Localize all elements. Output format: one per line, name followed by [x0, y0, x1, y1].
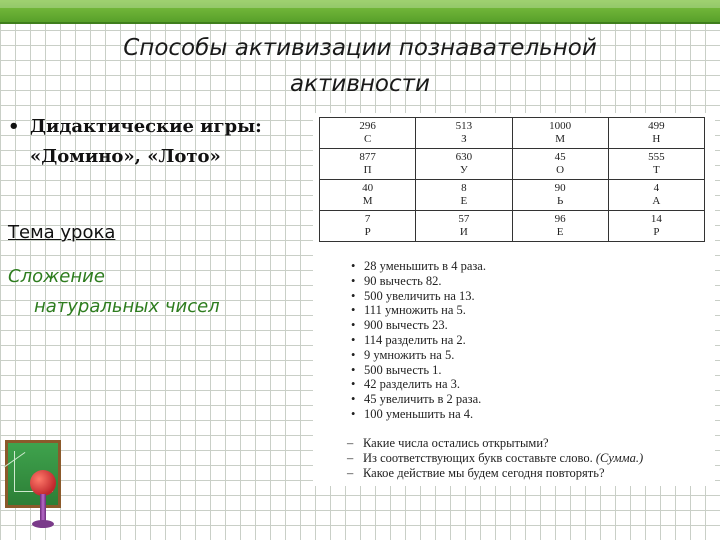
- bullet-line1: Дидактические игры:: [30, 116, 262, 137]
- question-list: [347, 436, 713, 480]
- table-cell: 555 Т: [608, 149, 704, 180]
- list-item: • 100 уменьшить на 4.: [351, 407, 711, 422]
- list-item: • 500 вычесть 1.: [351, 363, 711, 378]
- table-cell: 4 А: [608, 180, 704, 211]
- list-item: • 500 увеличить на 13.: [351, 289, 711, 304]
- list-item: • 28 уменьшить в 4 раза.: [351, 259, 711, 274]
- list-item: • 90 вычесть 82.: [351, 274, 711, 289]
- bullet-line2: «Домино», «Лото»: [30, 146, 221, 167]
- table-row: [320, 211, 705, 242]
- slide-title: [60, 30, 660, 102]
- question-item: – Какое действие мы будем сегодня повторять?: [347, 466, 713, 481]
- question-note: (Сумма.): [595, 450, 644, 465]
- topic-value: [8, 262, 308, 322]
- table-cell: 630 У: [416, 149, 512, 180]
- list-item: • 114 разделить на 2.: [351, 333, 711, 348]
- globe-base-icon: [32, 520, 54, 528]
- table-cell: 45 О: [512, 149, 608, 180]
- topic-value-line1: Сложение: [8, 266, 105, 287]
- list-item: • 45 увеличить в 2 раза.: [351, 392, 711, 407]
- topic-label: Тема урока: [8, 222, 116, 243]
- bullet-dot-icon: •: [8, 116, 20, 137]
- table-cell: 14 Р: [608, 211, 704, 242]
- list-item: • 900 вычесть 23.: [351, 318, 711, 333]
- topic-value-line2: натуральных чисел: [34, 296, 220, 317]
- globe-stand-icon: [40, 494, 46, 522]
- table-cell: 877 П: [320, 149, 416, 180]
- table-cell: 96 Е: [512, 211, 608, 242]
- table-cell: 296 С: [320, 118, 416, 149]
- table-cell: 90 Ь: [512, 180, 608, 211]
- slide-title-line1: Способы активизации познавательной: [123, 35, 597, 61]
- list-item: • 9 умножить на 5.: [351, 348, 711, 363]
- top-decorative-bar: [0, 0, 720, 24]
- table-cell: 7 Р: [320, 211, 416, 242]
- table-cell: 40 М: [320, 180, 416, 211]
- question-item: [347, 451, 713, 466]
- table-cell: 57 И: [416, 211, 512, 242]
- task-list: [351, 259, 711, 422]
- globe-icon: [30, 470, 56, 496]
- table-cell: 1000 М: [512, 118, 608, 149]
- bullet-didactic-games: [8, 112, 308, 172]
- table-cell: 499 Н: [608, 118, 704, 149]
- lotto-worksheet: [313, 113, 715, 486]
- question-text: Из соответствующих букв составьте слово.: [363, 450, 593, 465]
- list-item: • 111 умножить на 5.: [351, 303, 711, 318]
- list-item: • 42 разделить на 3.: [351, 377, 711, 392]
- table-row: [320, 149, 705, 180]
- table-row: [320, 180, 705, 211]
- lotto-table: [319, 117, 705, 242]
- slide-title-line2: активности: [290, 71, 430, 97]
- table-row: [320, 118, 705, 149]
- table-cell: 8 Е: [416, 180, 512, 211]
- table-cell: 513 З: [416, 118, 512, 149]
- question-item: – Какие числа остались открытыми?: [347, 436, 713, 451]
